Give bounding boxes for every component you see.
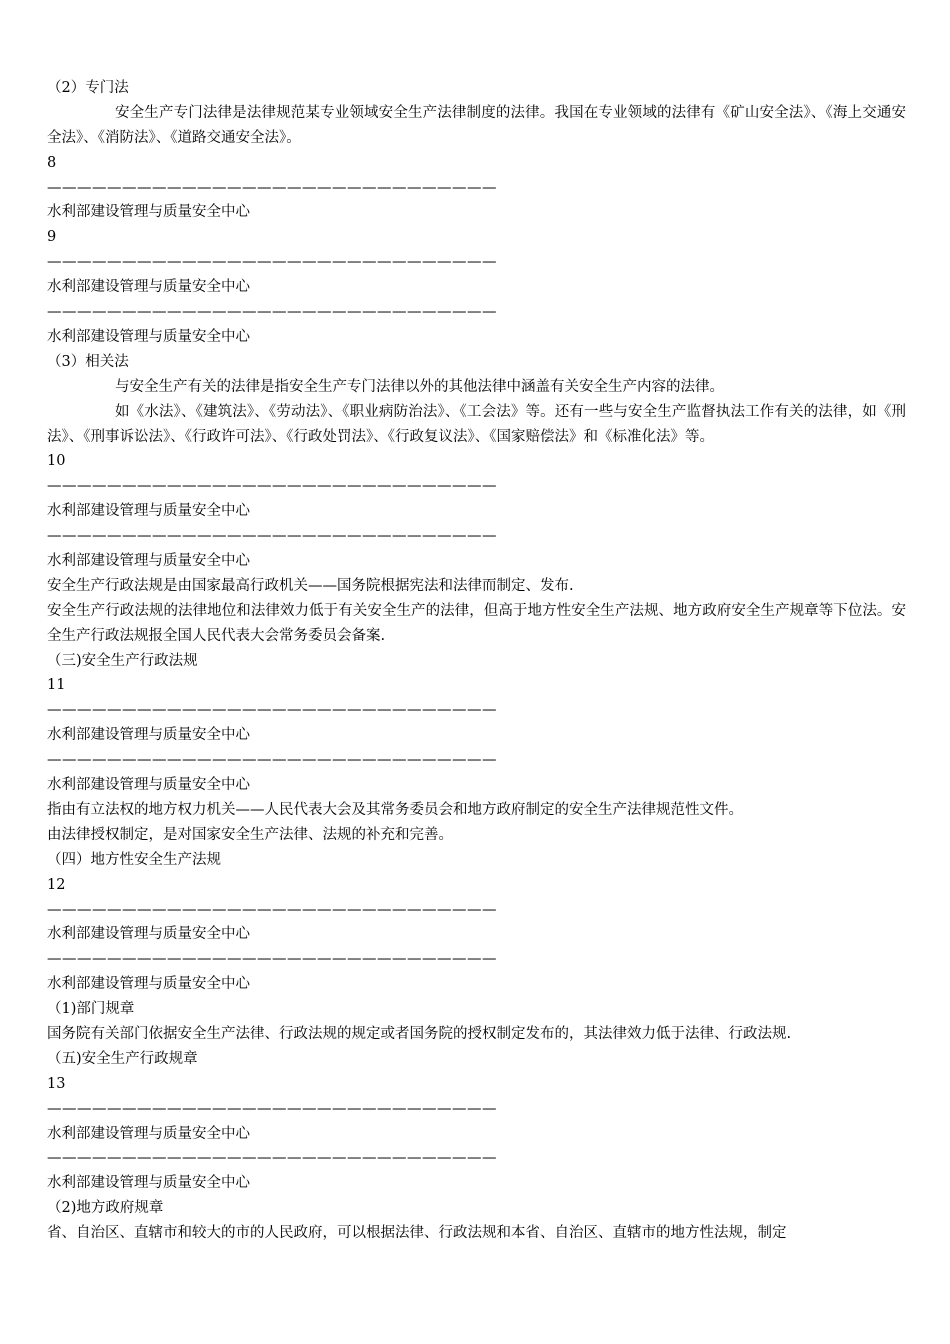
separator-line: ——————————————————————————————: [47, 478, 497, 495]
paragraph-admin-regulations-definition: 安全生产行政法规是由国家最高行政机关——国务院根据宪法和法律而制定、发布.: [47, 577, 574, 594]
section-heading-department-rules: （1)部门规章: [47, 1001, 135, 1018]
separator-line: ——————————————————————————————: [47, 254, 497, 271]
page-number: 12: [47, 876, 66, 893]
paragraph-related-law-definition: 与安全生产有关的法律是指安全生产专门法律以外的其他法律中涵盖有关安全生产内容的法律。: [115, 378, 724, 395]
page-number: 11: [47, 677, 66, 694]
organization-name: 水利部建设管理与质量安全中心: [47, 328, 250, 345]
separator-line: ——————————————————————————————: [47, 304, 497, 321]
paragraph-related-law-examples: 如《水法》、《建筑法》、《劳动法》、《职业病防治法》、《工会法》等。还有一些与安全生产监督执法工作有关的法律，如《刑法》、《刑事诉讼法》、《行政许可法》、《行政处罚法》、《行政复议法》、《国家赔偿法》和《标准化法》等。: [47, 403, 906, 445]
paragraph-local-regulations-authority: 由法律授权制定，是对国家安全生产法律、法规的补充和完善。: [47, 826, 453, 843]
separator-line: ——————————————————————————————: [47, 1150, 497, 1167]
section-heading-local-government-rules: （2)地方政府规章: [47, 1200, 164, 1217]
page-number: 8: [47, 154, 57, 171]
page-number: 9: [47, 229, 57, 246]
organization-name: 水利部建设管理与质量安全中心: [47, 1125, 250, 1142]
page-number: 13: [47, 1075, 66, 1092]
organization-name: 水利部建设管理与质量安全中心: [47, 777, 250, 794]
separator-line: ——————————————————————————————: [47, 1100, 497, 1117]
organization-name: 水利部建设管理与质量安全中心: [47, 279, 250, 296]
separator-line: ——————————————————————————————: [47, 528, 497, 545]
separator-line: ——————————————————————————————: [47, 702, 497, 719]
section-heading-related-law: （3）相关法: [47, 353, 129, 370]
separator-line: ——————————————————————————————: [47, 901, 497, 918]
paragraph-specialized-law: 安全生产专门法律是法律规范某专业领域安全生产法律制度的法律。我国在专业领域的法律有《矿山安全法》、《海上交通安全法》、《消防法》、《道路交通安全法》。: [47, 104, 906, 146]
organization-name: 水利部建设管理与质量安全中心: [47, 926, 250, 943]
organization-name: 水利部建设管理与质量安全中心: [47, 727, 250, 744]
separator-line: ——————————————————————————————: [47, 179, 497, 196]
paragraph-local-government-rules: 省、自治区、直辖市和较大的市的人民政府，可以根据法律、行政法规和本省、自治区、直辖市的地方性法规，制定: [47, 1225, 787, 1242]
organization-name: 水利部建设管理与质量安全中心: [47, 976, 250, 993]
section-heading-local-regulations: （四）地方性安全生产法规: [47, 851, 221, 868]
paragraph-department-rules: 国务院有关部门依据安全生产法律、行政法规的规定或者国务院的授权制定发布的，其法律效力低于法律、行政法规.: [47, 1025, 792, 1042]
separator-line: ——————————————————————————————: [47, 752, 497, 769]
section-heading-admin-regulations: （三)安全生产行政法规: [47, 652, 198, 669]
separator-line: ——————————————————————————————: [47, 951, 497, 968]
organization-name: 水利部建设管理与质量安全中心: [47, 503, 250, 520]
organization-name: 水利部建设管理与质量安全中心: [47, 553, 250, 569]
organization-name: 水利部建设管理与质量安全中心: [47, 204, 250, 221]
section-heading-admin-rules: （五)安全生产行政规章: [47, 1050, 198, 1067]
organization-name: 水利部建设管理与质量安全中心: [47, 1175, 250, 1192]
section-heading-specialized-law: （2）专门法: [47, 80, 129, 96]
page-number: 10: [47, 453, 66, 470]
paragraph-local-regulations-definition: 指由有立法权的地方权力机关——人民代表大会及其常务委员会和地方政府制定的安全生产法律规范性文件。: [47, 801, 743, 818]
paragraph-admin-regulations-status: 安全生产行政法规的法律地位和法律效力低于有关安全生产的法律，但高于地方性安全生产法规、地方政府安全生产规章等下位法。安全生产行政法规报全国人民代表大会常务委员会备案.: [47, 602, 906, 644]
